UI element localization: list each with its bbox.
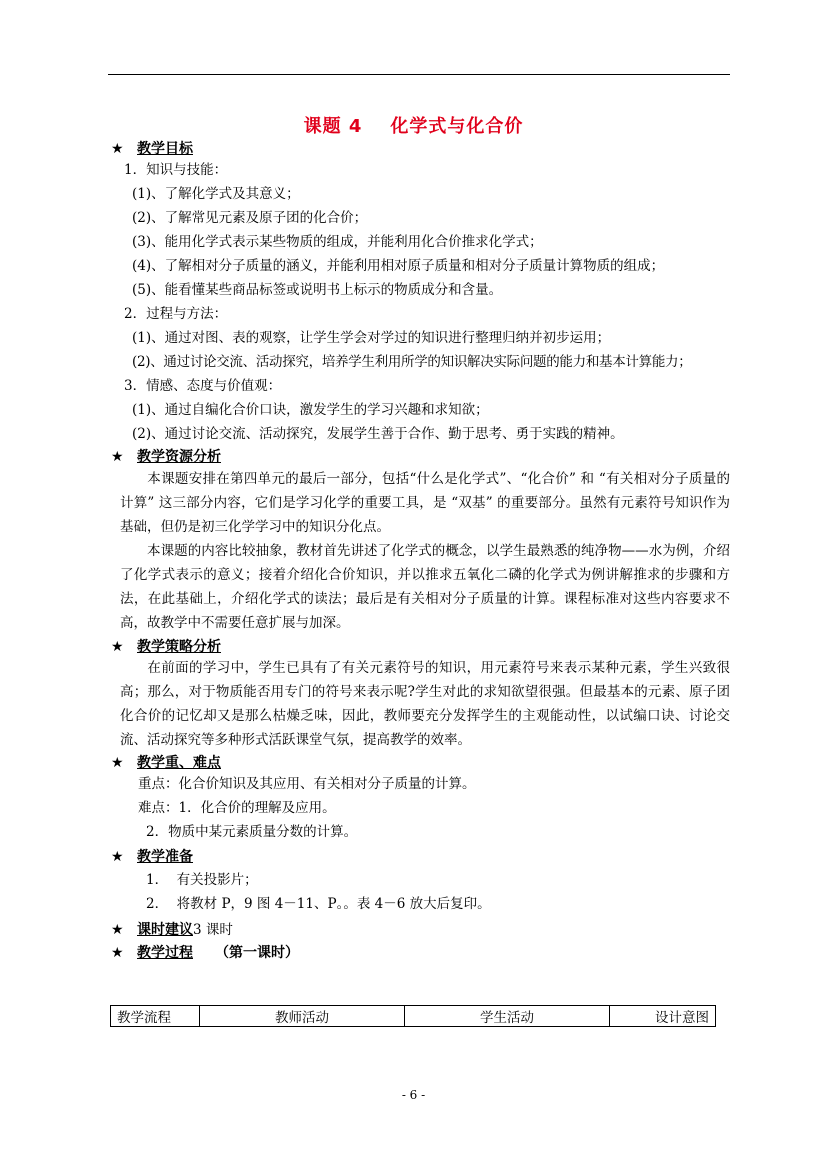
goal-k2: (2)、了解常见元素及原子团的化合价； bbox=[132, 210, 368, 226]
goal-p1: (1)、通过对图、表的观察，让学生学会对学过的知识进行整理归纳并初步运用； bbox=[132, 330, 611, 346]
heading-key-difficult: ★ 教学重、难点 bbox=[111, 755, 221, 771]
prep-item-1: 1． 有关投影片； bbox=[146, 872, 258, 888]
hours-value: 3 课时 bbox=[193, 922, 233, 938]
heading-preparation: ★ 教学准备 bbox=[111, 849, 193, 865]
goal-k1: (1)、了解化学式及其意义； bbox=[132, 186, 300, 202]
star-icon: ★ bbox=[111, 639, 124, 655]
star-icon: ★ bbox=[111, 849, 124, 865]
heading-resource-analysis: ★ 教学资源分析 bbox=[111, 449, 221, 465]
page-number: - 6 - bbox=[401, 1088, 426, 1102]
goal-sub-process: 2．过程与方法： bbox=[124, 306, 228, 322]
table-header-row bbox=[111, 1006, 716, 1027]
goal-sub-knowledge: 1．知识与技能： bbox=[124, 162, 228, 178]
strategy-paragraph: 在前面的学习中，学生已具有了有关元素符号的知识，用元素符号来表示某种元素，学生兴致很高；那么，对于物质能否用专门的符号来表示呢?学生对此的求知欲望很强。但最基本的元素、原子团化合价的记忆却又是那么枯燥乏味，因此，教师要充分发挥学生的主观能动性，以试编口诀、讨论交流、活动探究等多种形式活跃课堂气氛，提高教学的效率。 bbox=[120, 660, 730, 748]
difficult-point-1: 难点：1．化合价的理解及应用。 bbox=[138, 800, 336, 816]
lesson-title bbox=[0, 112, 827, 138]
goal-e1: (1)、通过自编化合价口诀，激发学生的学习兴趣和求知欲； bbox=[132, 402, 489, 418]
goal-k3: (3)、能用化学式表示某些物质的组成，并能利用化合价推求化学式； bbox=[132, 234, 543, 250]
title-topic: 化学式与化合价 bbox=[390, 116, 524, 137]
star-icon: ★ bbox=[111, 449, 124, 465]
star-icon: ★ bbox=[111, 945, 124, 961]
heading-hours: ★ 课时建议3 课时 bbox=[111, 922, 233, 938]
star-icon: ★ bbox=[111, 922, 124, 938]
resource-paragraph-2: 本课题的内容比较抽象，教材首先讲述了化学式的概念，以学生最熟悉的纯净物——水为例，介绍了化学式表示的意义；接着介绍化合价知识，并以推求五氧化二磷的化学式为例讲解推求的步骤和方法，在此基础上，介绍化学式的读法；最后是有关相对分子质量的计算。课程标准对这些内容要求不高，故教学中不需要任意扩展与加深。 bbox=[120, 543, 730, 631]
heading-strategy-analysis: ★ 教学策略分析 bbox=[111, 639, 221, 655]
goal-k5: (5)、能看懂某些商品标签或说明书上标示的物质成分和含量。 bbox=[132, 282, 503, 298]
heading-process: ★ 教学过程 （第一课时） bbox=[111, 945, 299, 961]
prep-item-2: 2． 将教材 P，9 图 4－11、P。。表 4－6 放大后复印。 bbox=[146, 896, 491, 912]
col-flow: 教学流程 bbox=[111, 1006, 200, 1027]
resource-paragraph-1: 本课题安排在第四单元的最后一部分，包括“什么是化学式”、“化合价” 和 “有关相对分子质量的计算” 这三部分内容，它们是学习化学的重要工具，是 “双基” 的重要部分。虽然有元素符号知识作为基础，但仍是初三化学学习中的知识分化点。 bbox=[120, 471, 730, 535]
star-icon: ★ bbox=[111, 141, 124, 157]
goal-sub-attitude: 3．情感、态度与价值观： bbox=[124, 378, 282, 394]
header-rule bbox=[108, 74, 730, 75]
heading-teaching-goals: ★ 教学目标 bbox=[111, 141, 193, 157]
title-lesson-number: 课题 4 bbox=[303, 116, 363, 137]
difficult-point-2: 2．物质中某元素质量分数的计算。 bbox=[146, 824, 358, 840]
process-session: （第一课时） bbox=[215, 945, 299, 961]
teaching-flow-table bbox=[110, 1005, 716, 1027]
goal-e2: (2)、通过讨论交流、活动探究，发展学生善于合作、勤于思考、勇于实践的精神。 bbox=[132, 426, 624, 442]
col-student: 学生活动 bbox=[405, 1006, 610, 1027]
col-teacher: 教师活动 bbox=[200, 1006, 405, 1027]
col-intent: 设计意图 bbox=[610, 1006, 716, 1027]
star-icon: ★ bbox=[111, 755, 124, 771]
key-point: 重点：化合价知识及其应用、有关相对分子质量的计算。 bbox=[138, 776, 476, 792]
goal-k4: (4)、了解相对分子质量的涵义，并能利用相对原子质量和相对分子质量计算物质的组成； bbox=[132, 258, 665, 274]
goal-p2: (2)、通过讨论交流、活动探究，培养学生利用所学的知识解决实际问题的能力和基本计算能力； bbox=[132, 354, 692, 370]
